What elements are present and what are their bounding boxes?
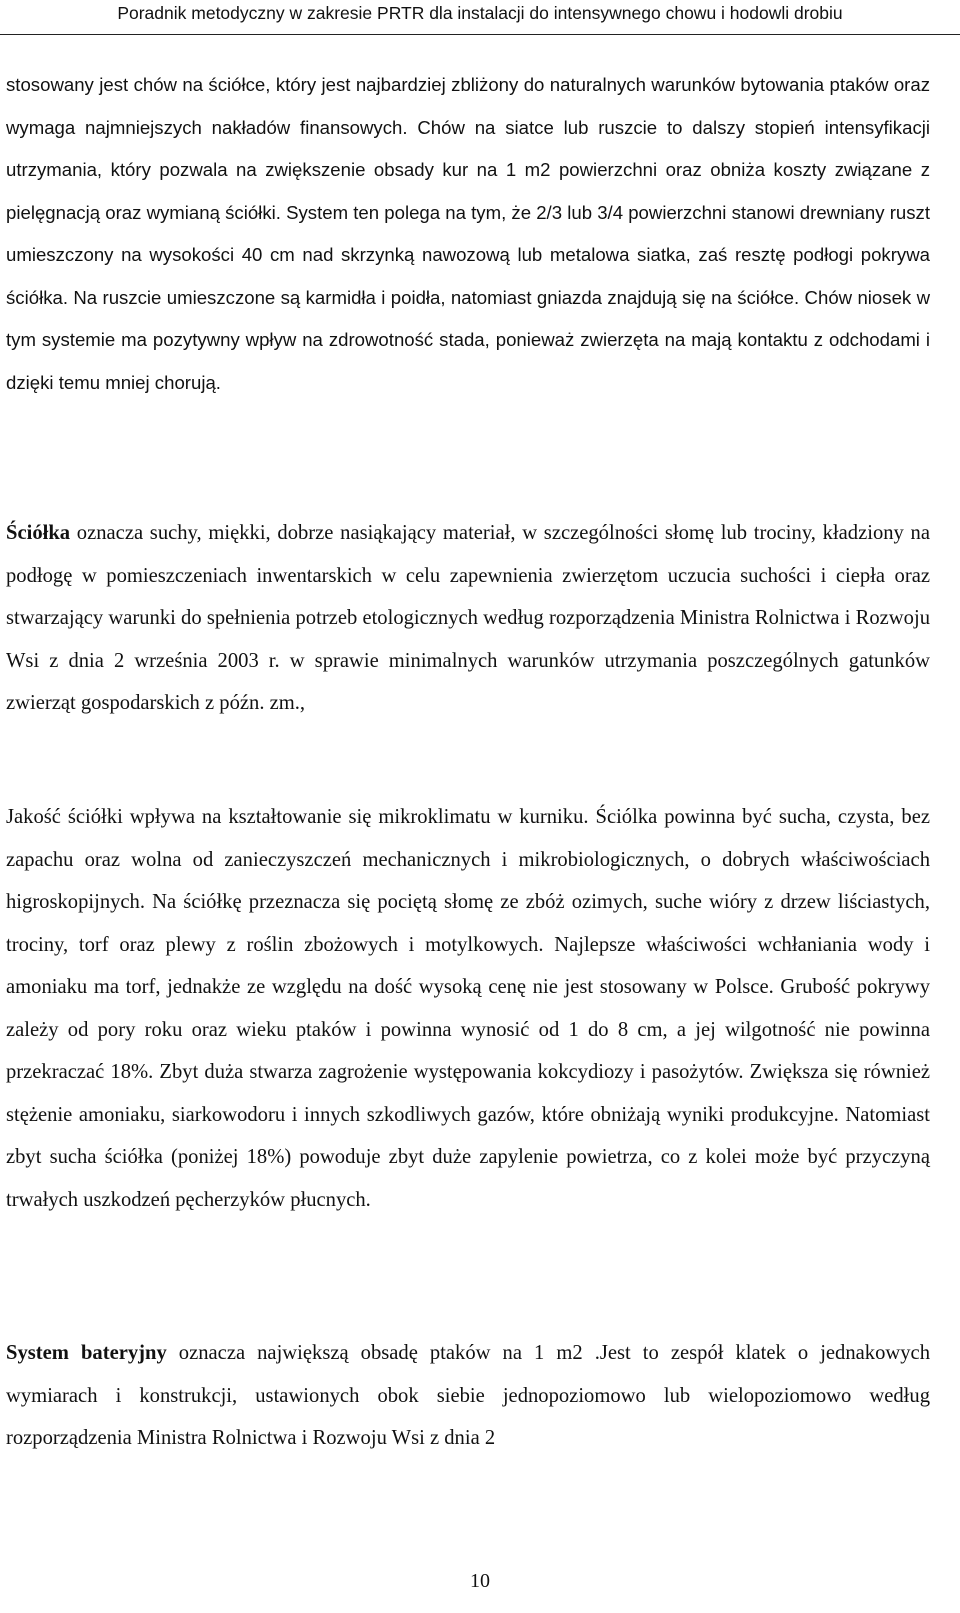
page-number: 10 xyxy=(470,1570,490,1592)
paragraph-litter-definition xyxy=(6,512,930,725)
paragraph-cage-rearing: stosowany jest chów na ściółce, który jest najbardziej zbliżony do naturalnych warunków bytowania ptaków oraz wymaga najmniejszych nakładów finansowych. Chów na siatce lub ruszcie to dalszy stopień intensyfikacji utrzymania, który pozwala na zwiększenie obsady kur na 1 m2 powierzchni oraz obniża koszty związane z pielęgnacją oraz wymianą ściółki. System ten polega na tym, że 2/3 lub 3/4 powierzchni stanowi drewniany ruszt umieszczony na wysokości 40 cm nad skrzynką nawozową lub metalowa siatka, zaś resztę podłogi pokrywa ściółka. Na ruszcie umieszczone są karmidła i poidła, natomiast gniazda znajdują się na ściółce. Chów niosek w tym systemie ma pozytywny wpływ na zdrowotność stada, ponieważ zwierzęta na mają kontaktu z odchodami i dzięki temu mniej chorują. xyxy=(6,74,930,393)
litter-definition-text: oznacza suchy, miękki, dobrze nasiąkający materiał, w szczególności słomę lub trociny, kładziony na podłogę w pomieszczeniach inwentarskich w celu zapewnienia zwierzętom uczucia suchości i ciepła oraz stwarzający warunki do spełnienia potrzeb etologicznych według rozporządzenia Ministra Rolnictwa i Rozwoju Wsi z dnia 2 września 2003 r. w sprawie minimalnych warunków utrzymania poszczególnych gatunków zwierząt gospodarskich z późn. zm., xyxy=(6,522,930,714)
term-battery-system: System bateryjny xyxy=(6,1342,167,1364)
paragraph-battery-system xyxy=(6,1332,930,1460)
battery-system-text: oznacza największą obsadę ptaków na 1 m2 .Jest to zespół klatek o jednakowych wymiarach i konstrukcji, ustawionych obok siebie jednopoziomowo lub wielopoziomowo według rozporządzenia Ministra Rolnictwa i Rozwoju Wsi z dnia 2 xyxy=(6,1342,930,1449)
paragraph-litter-quality: Jakość ściółki wpływa na kształtowanie się mikroklimatu w kurniku. Ściólka powinna być sucha, czysta, bez zapachu oraz wolna od zanieczyszczeń mechanicznych i mikrobiologicznych, o dobrych właściwościach higroskopijnych. Na ściółkę przeznacza się pociętą słomę ze zbóż ozimych, suche wióry z drzew liściastych, trociny, torf oraz plewy z roślin zbożowych i motylkowych. Najlepsze właściwości wchłaniania wody i amoniaku ma torf, jednakże ze względu na dość wysoką cenę nie jest stosowany w Polsce. Grubość pokrywy zależy od pory roku oraz wieku ptaków i powinna wynosić od 1 do 8 cm, a jej wilgotność nie powinna przekraczać 18%. Zbyt duża stwarza zagrożenie występowania kokcydiozy i pasożytów. Zwiększa się również stężenie amoniaku, siarkowodoru i innych szkodliwych gazów, które obniżają wyniki produkcyjne. Natomiast zbyt sucha ściółka (poniżej 18%) powoduje zbyt duże zapylenie powietrza, co z kolei może być przyczyną trwałych uszkodzeń pęcherzyków płucnych. xyxy=(6,806,930,1211)
term-litter: Ściółka xyxy=(6,522,71,544)
running-header: Poradnik metodyczny w zakresie PRTR dla instalacji do intensywnego chowu i hodowli drobiu xyxy=(0,0,960,35)
